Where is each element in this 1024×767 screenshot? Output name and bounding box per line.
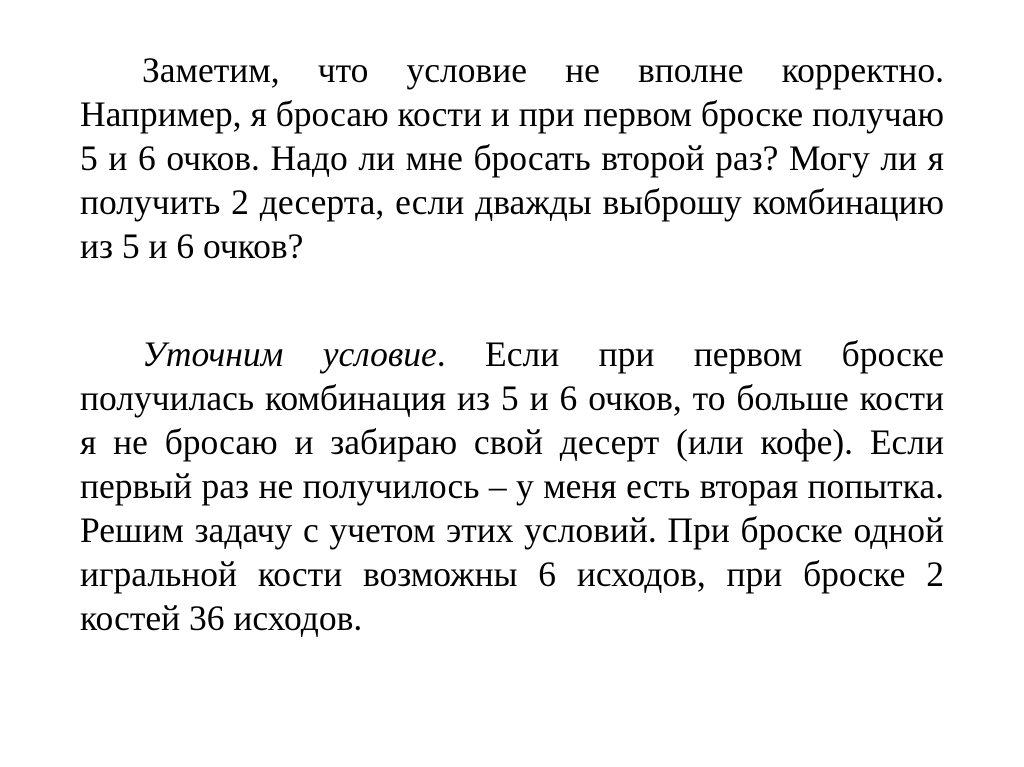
paragraph-observation	[80, 48, 944, 268]
clarified-condition-text: . Если при первом броске получилась комбинация из 5 и 6 очков, то больше кости я не бросаю и забираю свой десерт (или кофе). Если первый раз не получилось – у меня есть вторая попытка. Решим задачу с учетом этих условий. При броске одной игральной кости возможны 6 исходов, при броске 2 костей 36 исходов.	[80, 334, 944, 638]
paragraph-clarified-condition	[80, 332, 944, 640]
paragraph-observation-text: Заметим, что условие не вполне корректно. Например, я бросаю кости и при первом броске получаю 5 и 6 очков. Надо ли мне бросать второй раз? Могу ли я получить 2 десерта, если дважды выброшу комбинацию из 5 и 6 очков?	[80, 50, 944, 266]
clarified-condition-heading: Уточним условие	[142, 334, 437, 374]
